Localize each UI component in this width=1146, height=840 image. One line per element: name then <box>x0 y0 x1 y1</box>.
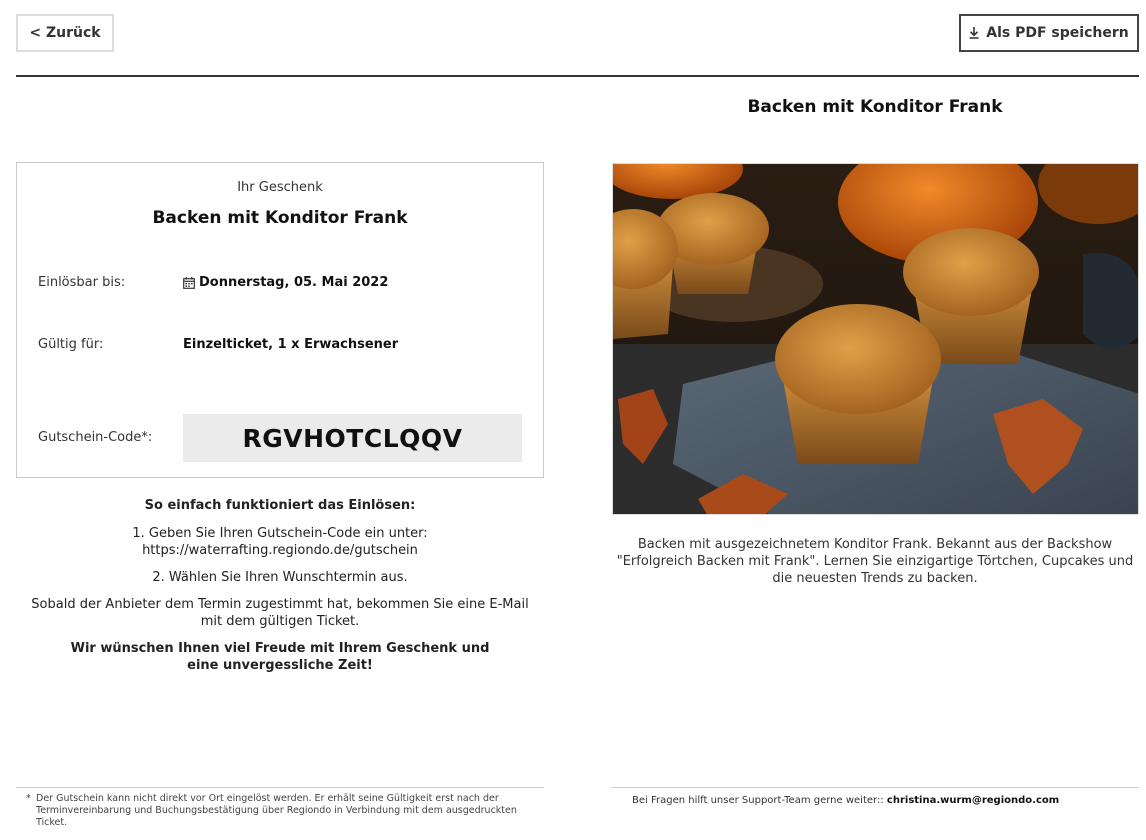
closing-line-2: eine unvergessliche Zeit! <box>187 658 373 673</box>
redeem-instructions <box>16 497 544 684</box>
download-icon <box>969 27 979 39</box>
instruction-step-2: 2. Wählen Sie Ihren Wunschtermin aus. <box>152 570 408 585</box>
valid-label: Gültig für: <box>38 337 104 352</box>
voucher-title: Backen mit Konditor Frank <box>152 208 408 228</box>
support-email-link[interactable]: christina.wurm@regiondo.com <box>886 795 1060 806</box>
top-bar <box>16 14 1139 56</box>
voucher-section <box>16 162 544 478</box>
product-image <box>612 163 1139 515</box>
voucher-code: RGVHOTCLQQV <box>183 414 522 462</box>
support-text: Bei Fragen hilft unser Support-Team gerne weiter:: <box>632 795 884 806</box>
redeemable-label: Einlösbar bis: <box>38 275 126 290</box>
product-title: Backen mit Konditor Frank <box>747 97 1003 117</box>
support-contact <box>632 795 1059 806</box>
footer-divider-left <box>16 787 544 788</box>
gift-label: Ihr Geschenk <box>237 180 323 195</box>
valid-value: Einzelticket, 1 x Erwachsener <box>183 337 399 352</box>
muffins-photo <box>613 164 1139 515</box>
redeemable-value <box>183 275 388 290</box>
code-label: Gutschein-Code*: <box>38 430 153 445</box>
disclaimer-text: Der Gutschein kann nicht direkt vor Ort eingelöst werden. Er erhält seine Gültigkeit erst nach der Terminvereinbarung und Buchungsbestätigung über Regiondo in Verbindung mit dem ausgedruckten Ticket. <box>36 793 517 828</box>
product-description: Backen mit ausgezeichnetem Konditor Frank. Bekannt aus der Backshow "Erfolgreich Backen mit Frank". Lernen Sie einzigartige Törtchen, Cupcakes und die neuesten Trends zu backen. <box>616 537 1134 586</box>
save-pdf-button[interactable] <box>959 14 1139 52</box>
closing-message <box>16 640 544 674</box>
closing-line-1: Wir wünschen Ihnen viel Freude mit Ihrem Geschenk und <box>70 641 490 656</box>
redeem-url: https://waterrafting.regiondo.de/gutschein <box>142 543 418 558</box>
back-button[interactable]: < Zurück <box>16 14 114 52</box>
calendar-icon <box>183 277 195 289</box>
header-divider <box>16 75 1139 77</box>
disclaimer-asterisk: * <box>26 793 31 804</box>
step-1-text: 1. Geben Sie Ihren Gutschein-Code ein unter: <box>132 526 428 541</box>
save-pdf-label: Als PDF speichern <box>986 25 1129 41</box>
voucher-card <box>16 162 544 478</box>
footer-divider-right <box>611 787 1139 788</box>
voucher-disclaimer <box>26 793 526 829</box>
instruction-step-1 <box>16 525 544 559</box>
redeemable-date: Donnerstag, 05. Mai 2022 <box>199 275 389 290</box>
instruction-note: Sobald der Anbieter dem Termin zugestimmt hat, bekommen Sie eine E-Mail mit dem gültigen Ticket. <box>31 597 529 629</box>
instructions-heading: So einfach funktioniert das Einlösen: <box>144 498 416 513</box>
